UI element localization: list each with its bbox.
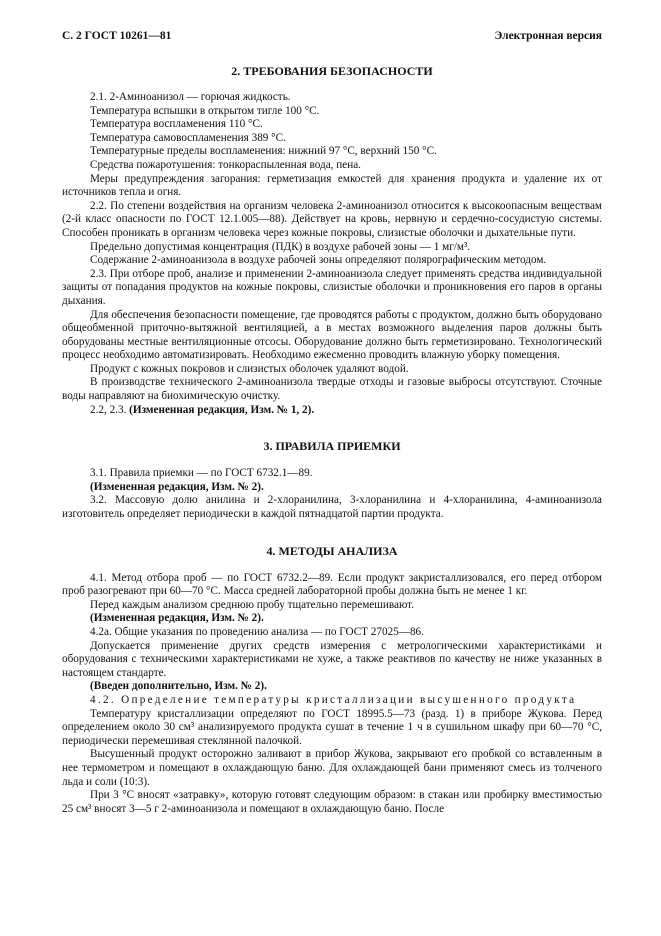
paragraph: Содержание 2-аминоанизола в воздухе рабочей зоны определяют полярографическим методом. xyxy=(90,254,547,267)
paragraph: Для обеспечения безопасности помещение, где проводятся работы с продуктом, должно быть оборудовано общеобменной приточно-вытяжной вентиляцией, а в местах возможного выделения паров должны быть оборудованы местные вентиляционные отсосы. Оборудование должно быть герметизировано. Технологический процесс необходимо автоматизировать. Необходимо ежесменно проводить влажную уборку помещения. xyxy=(62,308,602,362)
paragraph: 2.3. При отборе проб, анализе и применении 2-аминоанизола следует применять средства индивидуальной защиты от попадания продуктов на кожные покровы, слизистые оболочки и проникновения его паров в органы дыхания. xyxy=(62,267,602,307)
paragraph: 2.1. 2-Аминоанизол — горючая жидкость. xyxy=(90,91,291,103)
paragraph: 2.2. По степени воздействия на организм человека 2-аминоанизол относится к высокоопасным веществам (2-й класс опасности по ГОСТ 12.1.005—88). Действует на кровь, нервную и сердечно-сосудистую системы. Способен проникать в организм человека через кожные покровы, слизистые оболочки и дыхательные пути. xyxy=(62,199,602,239)
header-left: С. 2 ГОСТ 10261—81 xyxy=(62,30,172,42)
paragraph: Температурные пределы воспламенения: нижний 97 °С, верхний 150 °С. xyxy=(90,145,437,158)
paragraph: При 3 °С вносят «затравку», которую готовят следующим образом: в стакан или пробирку вместимостью 25 см³ вносят 3—5 г 2-аминоанизола и помещают в охлаждающую баню. После xyxy=(62,789,602,815)
note-ref: 2.2, 2.3. xyxy=(90,403,130,416)
amendment-note: (Измененная редакция, Изм. № 2). xyxy=(90,612,264,625)
paragraph: Допускается применение других средств измерения с метрологическими характеристиками и оборудования с техническими характеристиками не хуже, а также реактивов по качеству не ниже указанных в настоящем стандарте. xyxy=(62,639,602,679)
paragraph: 3.2. Массовую долю анилина и 2-хлоранилина, 3-хлоранилина и 4-хлоранилина, 4-аминоанизола изготовитель определяет периодически в каждой пятнадцатой партии продукта. xyxy=(62,494,602,521)
amendment-note: (Измененная редакция, Изм. № 2). xyxy=(90,480,264,493)
paragraph: 4.1. Метод отбора проб — по ГОСТ 6732.2—89. Если продукт закристаллизовался, его перед отбором проб разогревают при 60—70 °С. Масса средней лабораторной пробы должна быть не менее 1 кг. xyxy=(62,571,602,598)
paragraph: Температуру кристаллизации определяют по ГОСТ 18995.5—73 (разд. 1) в приборе Жукова. Перед определением около 30 см³ анализируемого продукта сушат в течение 1 ч в сушильном шкафу при 60—70 °С, периодически перемешивая стеклянной палочкой. xyxy=(62,707,602,747)
section-acceptance xyxy=(62,439,602,521)
section-title: 3. ПРАВИЛА ПРИЕМКИ xyxy=(263,439,401,454)
paragraph: Высушенный продукт осторожно заливают в прибор Жукова, закрывают его пробкой со вставленным в нее термометром и помещают в охлаждающую баню. Для охлаждающей бани применяют смесь из толченого льда и соли (10:3). xyxy=(62,748,602,788)
amendment-note xyxy=(62,404,602,418)
paragraph: 4.2а. Общие указания по проведению анализа — по ГОСТ 27025—86. xyxy=(90,626,424,638)
paragraph: В производстве технического 2-аминоанизола твердые отходы и газовые выбросы отсутствуют. Сточные воды направляют на биохимическую очистку. xyxy=(62,376,602,403)
paragraph: Перед каждым анализом среднюю пробу тщательно перемешивают. xyxy=(90,598,414,611)
paragraph: Меры предупреждения загорания: герметизация емкостей для хранения продукта и удаление их от источников тепла и огня. xyxy=(62,172,602,199)
section-safety xyxy=(62,64,602,417)
header-right: Электронная версия xyxy=(494,30,602,42)
paragraph: Температура самовоспламенения 389 °С. xyxy=(90,131,286,144)
section-methods xyxy=(62,544,602,817)
amendment-note: (Введен дополнительно, Изм. № 2). xyxy=(90,680,267,693)
paragraph: 3.1. Правила приемки — по ГОСТ 6732.1—89. xyxy=(90,467,313,480)
paragraph: Продукт с кожных покровов и слизистых оболочек удаляют водой. xyxy=(90,362,409,375)
page-header xyxy=(62,30,602,42)
paragraph: Температура вспышки в открытом тигле 100 °С. xyxy=(90,104,320,117)
paragraph: Температура воспламенения 110 °С. xyxy=(90,118,263,131)
subsection-heading: 4.2. Определение температуры кристаллизации высушенного продукта xyxy=(90,693,577,706)
paragraph: Предельно допустимая концентрация (ПДК) в воздухе рабочей зоны — 1 мг/м³. xyxy=(90,240,471,253)
section-title: 4. МЕТОДЫ АНАЛИЗА xyxy=(266,543,398,558)
section-title: 2. ТРЕБОВАНИЯ БЕЗОПАСНОСТИ xyxy=(231,64,433,78)
document-page xyxy=(62,30,602,816)
note-text: (Измененная редакция, Изм. № 1, 2). xyxy=(129,403,315,416)
paragraph: Средства пожаротушения: тонкораспыленная вода, пена. xyxy=(90,158,361,171)
